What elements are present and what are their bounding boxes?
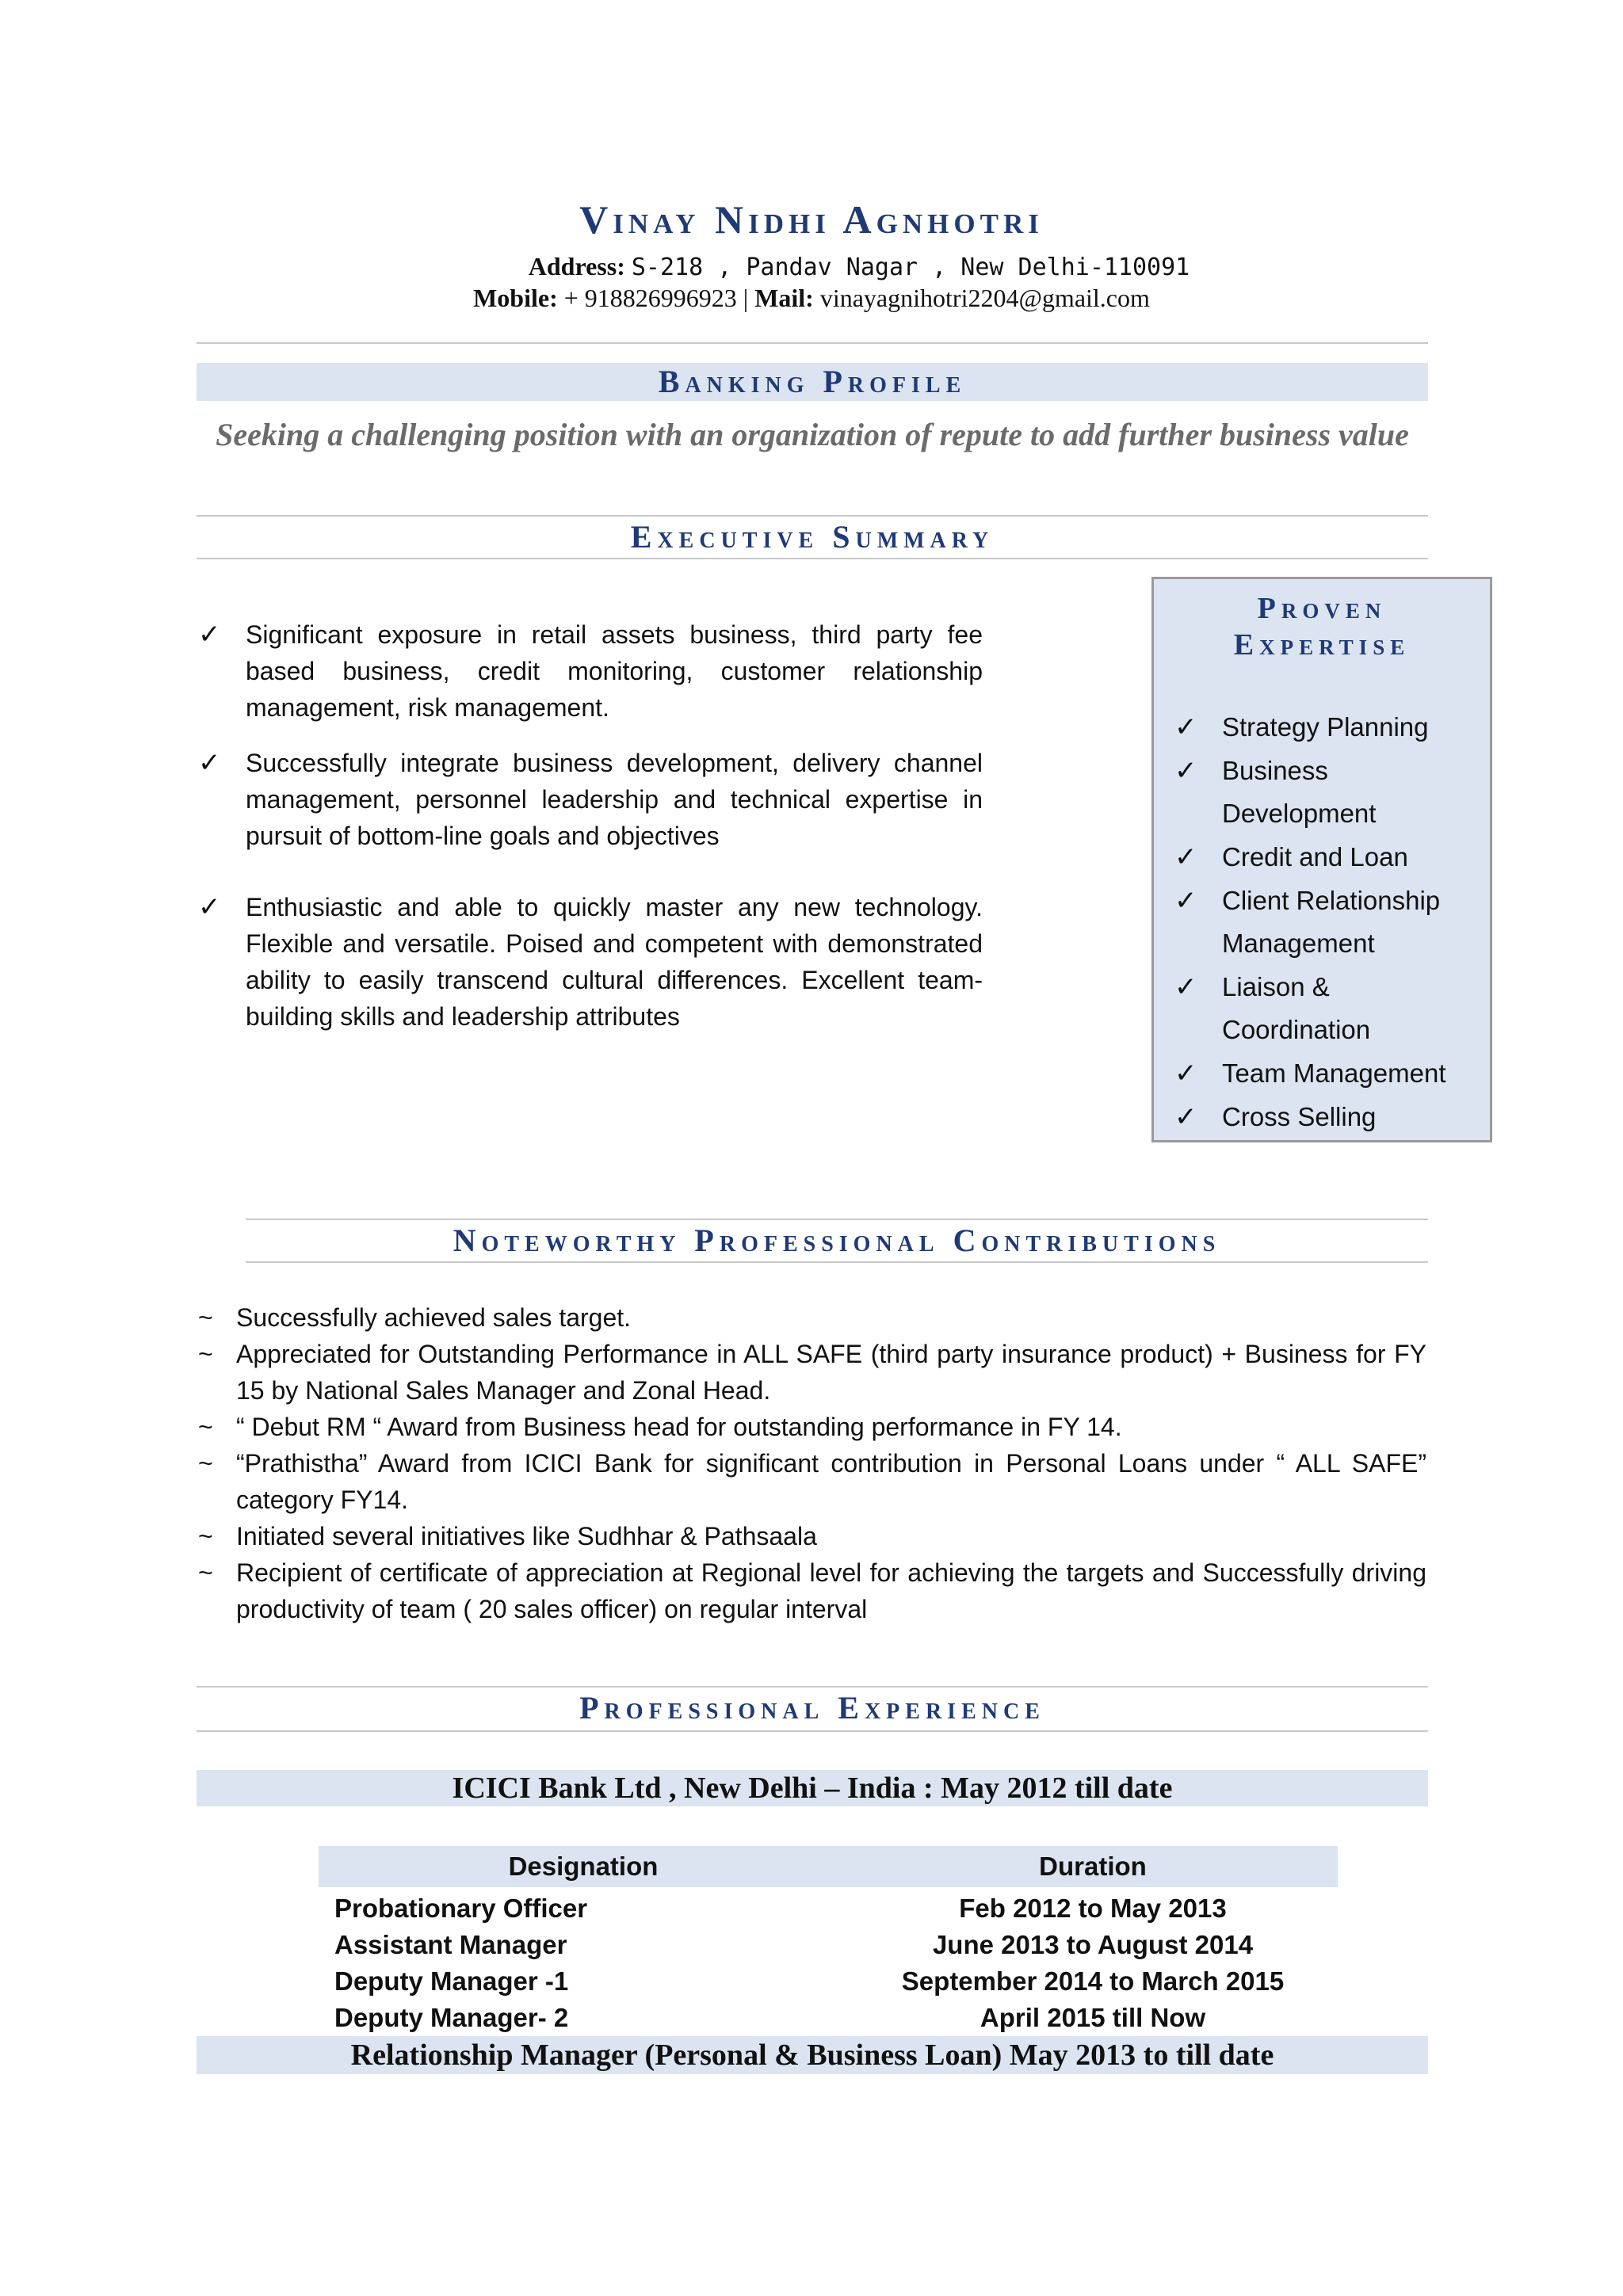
expertise-text: Client Relationship Management — [1222, 886, 1441, 958]
check-icon: ✓ — [198, 748, 221, 778]
list-item — [198, 616, 983, 726]
expertise-text: Liaison & Coordination — [1222, 972, 1371, 1044]
divider — [197, 1730, 1428, 1732]
divider — [197, 1686, 1428, 1688]
address-value: S-218 , Pandav Nagar , New Delhi-110091 — [631, 254, 1190, 281]
heading-line: Proven — [1257, 592, 1387, 625]
divider — [197, 558, 1428, 559]
list-item — [198, 1409, 1426, 1445]
list-item — [198, 1518, 1426, 1554]
mail-label: Mail: — [754, 284, 814, 312]
expertise-text: Cross Selling — [1222, 1102, 1377, 1131]
summary-text: Successfully integrate business development, delivery channel management, personnel leadership and technical expertise in pursuit of bottom-line goals and objectives — [246, 749, 983, 850]
check-icon: ✓ — [1174, 1102, 1197, 1132]
contribution-text: Appreciated for Outstanding Performance in ALL SAFE (third party insurance product) + Business for FY 15 by National Sales Manager and Zonal Head. — [236, 1340, 1426, 1405]
tilde-bullet: ~ — [198, 1558, 213, 1587]
list-item — [1174, 879, 1484, 965]
expertise-list — [1174, 706, 1484, 1139]
address-label: Address: — [528, 252, 625, 280]
divider — [197, 515, 1428, 517]
designation-cell: Probationary Officer — [334, 1894, 588, 1923]
designation-column-header: Designation — [508, 1852, 659, 1881]
list-item — [1174, 1052, 1484, 1095]
list-item — [198, 1554, 1426, 1627]
designation-cell: Deputy Manager -1 — [334, 1966, 569, 1996]
duration-cell: April 2015 till Now — [980, 2003, 1206, 2032]
check-icon: ✓ — [198, 892, 221, 922]
contact-line — [0, 284, 1623, 313]
experience-heading: Professional Experience — [579, 1690, 1045, 1726]
summary-list — [198, 616, 983, 1035]
proven-expertise-heading — [1154, 590, 1490, 663]
expertise-text: Strategy Planning — [1222, 712, 1429, 742]
list-item — [198, 1445, 1426, 1518]
list-item — [1174, 1096, 1484, 1138]
check-icon: ✓ — [1174, 712, 1197, 742]
candidate-name: Vinay Nidhi Agnhotri — [579, 197, 1044, 242]
proven-expertise-box — [1151, 577, 1492, 1142]
designation-cell: Assistant Manager — [334, 1930, 567, 1959]
contributions-heading: Noteworthy Professional Contributions — [453, 1222, 1221, 1258]
divider — [197, 342, 1428, 344]
divider — [246, 1219, 1428, 1220]
list-item — [198, 1299, 1426, 1336]
mobile-label: Mobile: — [473, 284, 558, 312]
role-line: Relationship Manager (Personal & Business Loan) May 2013 to till date — [350, 2039, 1274, 2072]
divider — [246, 1261, 1428, 1263]
duration-column-header: Duration — [1039, 1852, 1147, 1881]
banking-profile-heading: Banking Profile — [658, 364, 967, 399]
list-item — [1174, 836, 1484, 879]
duration-cell: September 2014 to March 2015 — [901, 1966, 1285, 1996]
list-item — [1174, 966, 1484, 1051]
expertise-text: Team Management — [1222, 1058, 1446, 1088]
duration-cell: Feb 2012 to May 2013 — [959, 1894, 1227, 1923]
tilde-bullet: ~ — [198, 1449, 213, 1478]
contribution-text: “Prathistha” Award from ICICI Bank for significant contribution in Personal Loans under “ ALL SAFE” category FY14. — [236, 1449, 1426, 1514]
list-item — [198, 1336, 1426, 1409]
mail-value[interactable]: vinayagnihotri2204@gmail.com — [819, 284, 1150, 312]
check-icon: ✓ — [1174, 886, 1197, 916]
heading-line: Expertise — [1233, 628, 1411, 662]
duration-cell: June 2013 to August 2014 — [932, 1930, 1254, 1959]
contribution-text: Initiated several initiatives like Sudhhar & Pathsaala — [236, 1522, 817, 1550]
designation-cell: Deputy Manager- 2 — [334, 2003, 569, 2032]
tilde-bullet: ~ — [198, 1413, 213, 1441]
contributions-list — [198, 1299, 1426, 1627]
executive-summary-heading: Executive Summary — [630, 519, 995, 555]
company-line: ICICI Bank Ltd , New Delhi – India : May 2012 till date — [452, 1772, 1173, 1805]
contribution-text: “ Debut RM “ Award from Business head for outstanding performance in FY 14. — [236, 1413, 1122, 1441]
summary-text: Significant exposure in retail assets business, third party fee based business, credit monitoring, customer relationship management, risk management. — [246, 620, 983, 722]
tilde-bullet: ~ — [198, 1522, 213, 1550]
list-item — [1174, 749, 1484, 835]
tilde-bullet: ~ — [198, 1303, 213, 1332]
tilde-bullet: ~ — [198, 1340, 213, 1368]
expertise-text: Business Development — [1222, 756, 1377, 828]
contribution-text: Recipient of certificate of appreciation at Regional level for achieving the targets and Successfully driving productivity of team ( 20 sales officer) on regular interval — [236, 1558, 1426, 1623]
check-icon: ✓ — [1174, 972, 1197, 1002]
mobile-value: + 918826996923 — [563, 284, 737, 312]
check-icon: ✓ — [1174, 756, 1197, 786]
contribution-text: Successfully achieved sales target. — [236, 1303, 632, 1332]
career-objective: Seeking a challenging position with an organization of repute to add further business value — [216, 417, 1409, 452]
list-item — [198, 889, 983, 1035]
summary-text: Enthusiastic and able to quickly master any new technology. Flexible and versatile. Poised and competent with demonstrated ability to easily transcend cultural differences. Excellent team-building skills and leadership attributes — [246, 893, 983, 1031]
check-icon: ✓ — [198, 620, 221, 650]
list-item — [198, 745, 983, 854]
check-icon: ✓ — [1174, 842, 1197, 872]
expertise-text: Credit and Loan — [1222, 842, 1408, 871]
list-item — [1174, 706, 1484, 749]
address-line — [0, 252, 1623, 281]
check-icon: ✓ — [1174, 1058, 1197, 1089]
contact-separator: | — [743, 284, 749, 312]
